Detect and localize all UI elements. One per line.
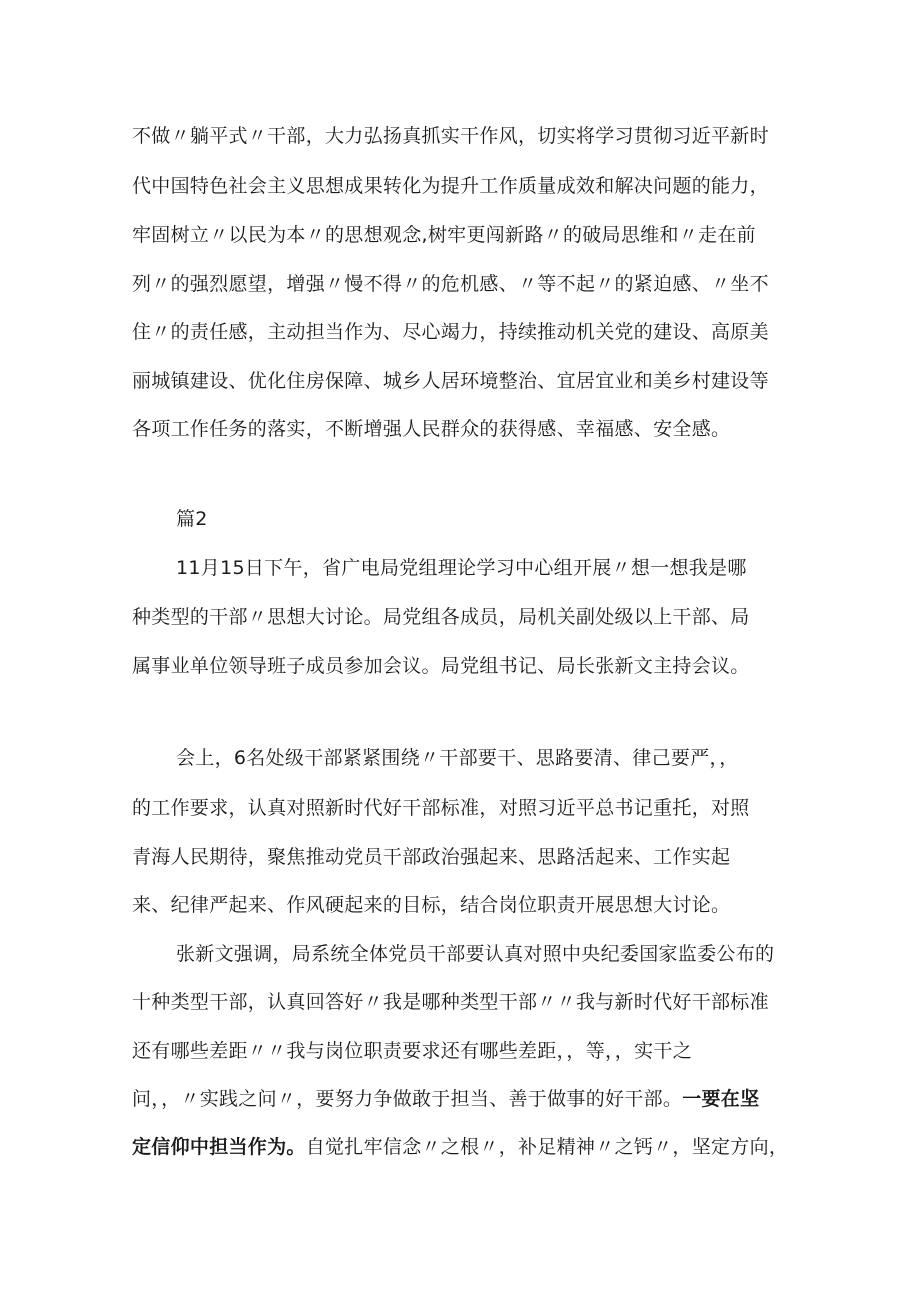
text-line: 还有哪些差距〃〃我与岗位职责要求还有哪些差距，，等，，实干之 xyxy=(132,1040,693,1062)
text-line: 张新文强调，局系统全体党员干部要认真对照中央纪委国家监委公布的 xyxy=(176,943,775,965)
text-line: 会上，6名处级干部紧紧围绕〃干部要干、思路要清、律己要严，， xyxy=(176,747,739,769)
text-line: 青海人民期待，聚焦推动党员干部政治强起来、思路活起来、工作实起 xyxy=(132,846,731,868)
text-line: 的工作要求，认真对照新时代好干部标准，对照习近平总书记重托，对照 xyxy=(132,797,750,819)
text-run: 自觉扎牢信念〃之根〃，补足精神〃之钙〃，坚定方向， xyxy=(305,1136,789,1158)
text-line: 各项工作任务的落实，不断增强人民群众的获得感、幸福感、安全感。 xyxy=(132,418,731,440)
text-line xyxy=(132,1087,759,1111)
text-line: 种类型的干部〃思想大讨论。局党组各成员，局机关副处级以上干部、局 xyxy=(132,606,750,628)
text-line: 来、纪律严起来、作风硬起来的目标，结合岗位职责开展思想大讨论。 xyxy=(132,894,731,916)
text-line: 牢固树立〃以民为本〃的思想观念,树牢更闯新路〃的破局思维和〃走在前 xyxy=(132,224,756,246)
text-line: 十种类型干部，认真回答好〃我是哪种类型干部〃〃我与新时代好干部标准 xyxy=(132,991,769,1013)
section-heading: 篇2 xyxy=(176,508,208,530)
text-line: 11月15日下午，省广电局党组理论学习中心组开展〃想一想我是哪 xyxy=(176,557,747,579)
text-line: 列〃的强烈愿望，增强〃慢不得〃的危机感、〃等不起〃的紧迫感、〃坐不 xyxy=(132,273,769,295)
text-line: 丽城镇建设、优化住房保障、城乡人居环境整治、宜居宜业和美乡村建设等 xyxy=(132,370,769,392)
text-line: 不做〃躺平式〃干部，大力弘扬真抓实干作风，切实将学习贯彻习近平新时 xyxy=(132,125,769,147)
bold-text-run: 定信仰中担当作为。 xyxy=(132,1136,306,1158)
text-line xyxy=(132,1135,788,1159)
text-line: 代中国特色社会主义思想成果转化为提升工作质量成效和解决问题的能力， xyxy=(132,175,769,197)
bold-text-run: 一要在坚 xyxy=(682,1088,760,1110)
text-line: 属事业单位领导班子成员参加会议。局党组书记、局长张新文主持会议。 xyxy=(132,655,750,677)
text-run: 问，，〃实践之问〃，要努力争做敢于担当、善于做事的好干部。 xyxy=(132,1088,683,1110)
text-line: 住〃的责任感，主动担当作为、尽心竭力，持续推动机关党的建设、高原美 xyxy=(132,321,769,343)
